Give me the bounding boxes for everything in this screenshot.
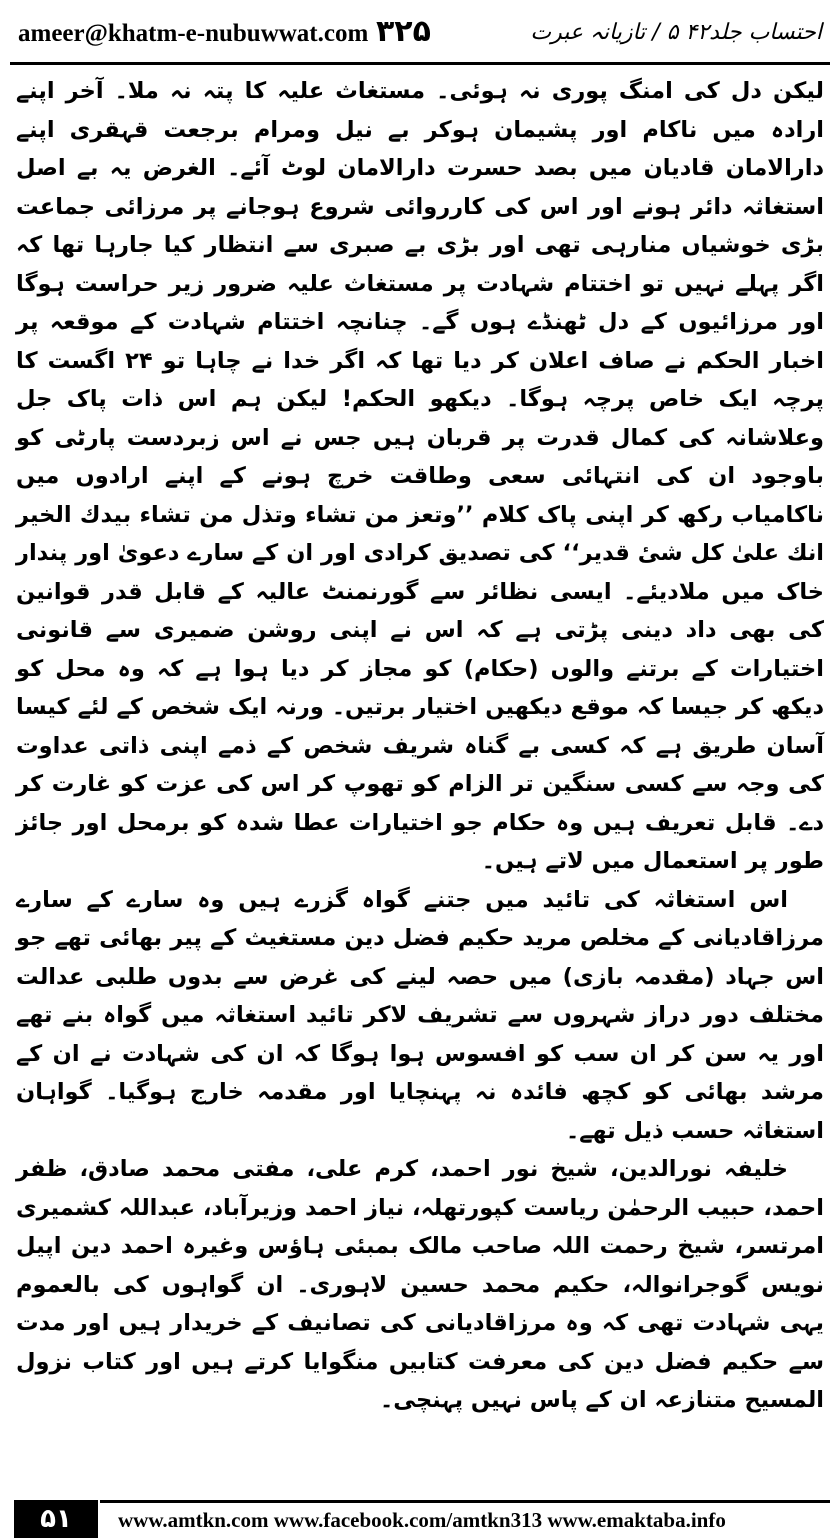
header-email: ameer@khatm-e-nubuwwat.com [18, 20, 369, 47]
footer-urls: www.amtkn.com www.facebook.com/amtkn313 www.emaktaba.info [118, 1508, 726, 1532]
header-title: احتساب جلد۴۲ ۵ / تازیانہ عبرت [530, 20, 822, 45]
footer [0, 1498, 840, 1540]
body-text [16, 72, 824, 1420]
footer-rule [100, 1500, 830, 1503]
header-rule [10, 62, 830, 65]
paragraph-3: خلیفہ نورالدین، شیخ نور احمد، کرم علی، مفتی محمد صادق، ظفر احمد، حبیب الرحمٰن ریاست کپورتھلہ، نیاز احمد وزیرآباد، عبداللہ کشمیری امرتسر، شیخ رحمت اللہ صاحب مالک بمبئی ہاؤس وغیرہ احمد دین اپیل نویس گوجرانوالہ، حکیم محمد حسین لاہوری۔ ان گواہوں کی بالعموم یہی شہادت تھی کہ وہ مرزاقادیانی کی تصانیف کے خریدار ہیں اور مدت سے حکیم فضل دین کی معرفت کتابیں منگوایا کرتے ہیں اور کتاب نزول المسیح متنازعہ ان کے پاس نہیں پہنچی۔ [16, 1156, 824, 1413]
footer-page-number: ۵۱ [14, 1500, 98, 1538]
header-page-number: ۳۲۵ [376, 14, 431, 49]
paragraph-1: لیکن دل کی امنگ پوری نہ ہوئی۔ مستغاث علیہ کا پتہ نہ ملا۔ آخر اپنے ارادہ میں ناکام اور پشیمان ہوکر بے نیل ومرام برجعت قہقری اپنے دارالامان قادیان میں بصد حسرت دارالامان لوٹ آئے۔ الغرض یہ بے اصل استغاثہ دائر ہونے اور اس کی کارروائی شروع ہوجانے پر مرزائی جماعت بڑی خوشیاں منارہی تھی اور بڑی بے صبری سے انتظار کیا جارہا تھا کہ اگر پہلے نہیں تو اختتام شہادت پر مستغاث علیہ ضرور زیر حراست ہوگا اور مرزائیوں کے دل ٹھنڈے ہوں گے۔ چنانچہ اختتام شہادت کے موقعہ پر اخبار الحکم نے صاف اعلان کر دیا تھا کہ اگر خدا نے چاہا تو ۲۴ اگست کا پرچہ ایک خاص پرچہ ہوگا۔ دیکھو الحکم! لیکن ہم اس ذات پاک جل وعلاشانہ کی کمال قدرت پر قربان ہیں جس نے اس زبردست پارٹی کو باوجود ان کی انتہائی سعی وطاقت خرچ ہونے کے اپنے ارادوں میں ناکامیاب رکھ کر اپنی پاک کلام ’’وتعز من تشاء وتذل من تشاء بیدك الخیر انك علیٰ کل شیٔ قدیر‘‘ کی تصدیق کرادی اور ان کے سارے دعویٰ اور پندار خاک میں ملادیئے۔ ایسی نظائر سے گورنمنٹ عالیہ کے قابل قدر قوانین کی بھی داد دینی پڑتی ہے کہ اس نے اپنی روشن ضمیری سے قانونی اختیارات کے برتنے والوں (حکام) کو مجاز کر دیا ہوا ہے کہ وہ محل کو دیکھ کر جیسا کہ موقع دیکھیں اختیار برتیں۔ ورنہ ایک شخص کے لئے کیسا آسان طریق ہے کہ کسی بے گناہ شریف شخص کے ذمے اپنی ذاتی عداوت کی وجہ سے کسی سنگین تر الزام کو تھوپ کر اس کی عزت کو غارت کر دے۔ قابل تعریف ہیں وہ حکام جو اختیارات عطا شدہ کو برمحل اور جائز طور پر استعمال میں لاتے ہیں۔ [16, 78, 824, 874]
paragraph-2: اس استغاثہ کی تائید میں جتنے گواہ گزرے ہیں وہ سارے کے سارے مرزاقادیانی کے مخلص مرید حکیم فضل دین مستغیث کے پیر بھائی تھے جو اس جہاد (مقدمہ بازی) میں حصہ لینے کی غرض سے بدوں طلبی عدالت مختلف دور دراز شہروں سے تشریف لاکر تائید استغاثہ میں گواہ بنے تھے اور یہ سن کر ان سب کو افسوس ہوا ہوگا کہ ان کی شہادت نے ان کے مرشد بھائی کو کچھ فائدہ نہ پہنچایا اور مقدمہ خارج ہوگیا۔ گواہان استغاثہ حسب ذیل تھے۔ [16, 886, 824, 1144]
